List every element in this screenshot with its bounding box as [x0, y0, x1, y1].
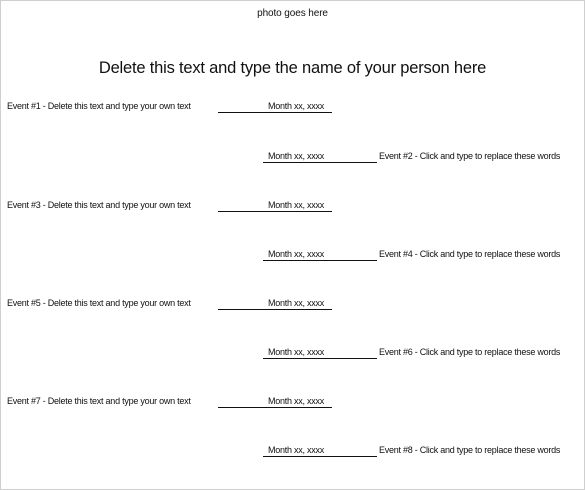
event-2-text[interactable]: Event #2 - Click and type to replace these words: [379, 151, 561, 161]
event-7-date-line: [218, 397, 332, 408]
event-1-text[interactable]: Event #1 - Delete this text and type your own text: [7, 101, 191, 111]
event-7-date[interactable]: Month xx, xxxx: [268, 396, 325, 406]
event-7-text[interactable]: Event #7 - Delete this text and type your own text: [7, 396, 191, 406]
event-4-text[interactable]: Event #4 - Click and type to replace these words: [379, 249, 561, 259]
event-6-date-line: [263, 348, 377, 359]
event-3-date-line: [218, 201, 332, 212]
event-3-date[interactable]: Month xx, xxxx: [268, 200, 325, 210]
event-4-date-line: [263, 250, 377, 261]
event-6-text[interactable]: Event #6 - Click and type to replace these words: [379, 347, 561, 357]
event-3-text[interactable]: Event #3 - Delete this text and type your own text: [7, 200, 191, 210]
event-2-date-line: [263, 152, 377, 163]
event-1-date[interactable]: Month xx, xxxx: [268, 101, 325, 111]
page-title[interactable]: Delete this text and type the name of your person here: [98, 59, 487, 77]
event-5-date-line: [218, 299, 332, 310]
event-8-text[interactable]: Event #8 - Click and type to replace these words: [379, 445, 561, 455]
event-8-date-line: [263, 446, 377, 457]
event-1-date-line: [218, 102, 332, 113]
event-6-date[interactable]: Month xx, xxxx: [268, 347, 325, 357]
event-2-date[interactable]: Month xx, xxxx: [268, 151, 325, 161]
photo-placeholder[interactable]: photo goes here: [257, 8, 328, 19]
event-5-text[interactable]: Event #5 - Delete this text and type your own text: [7, 298, 191, 308]
event-8-date[interactable]: Month xx, xxxx: [268, 445, 325, 455]
event-5-date[interactable]: Month xx, xxxx: [268, 298, 325, 308]
event-4-date[interactable]: Month xx, xxxx: [268, 249, 325, 259]
